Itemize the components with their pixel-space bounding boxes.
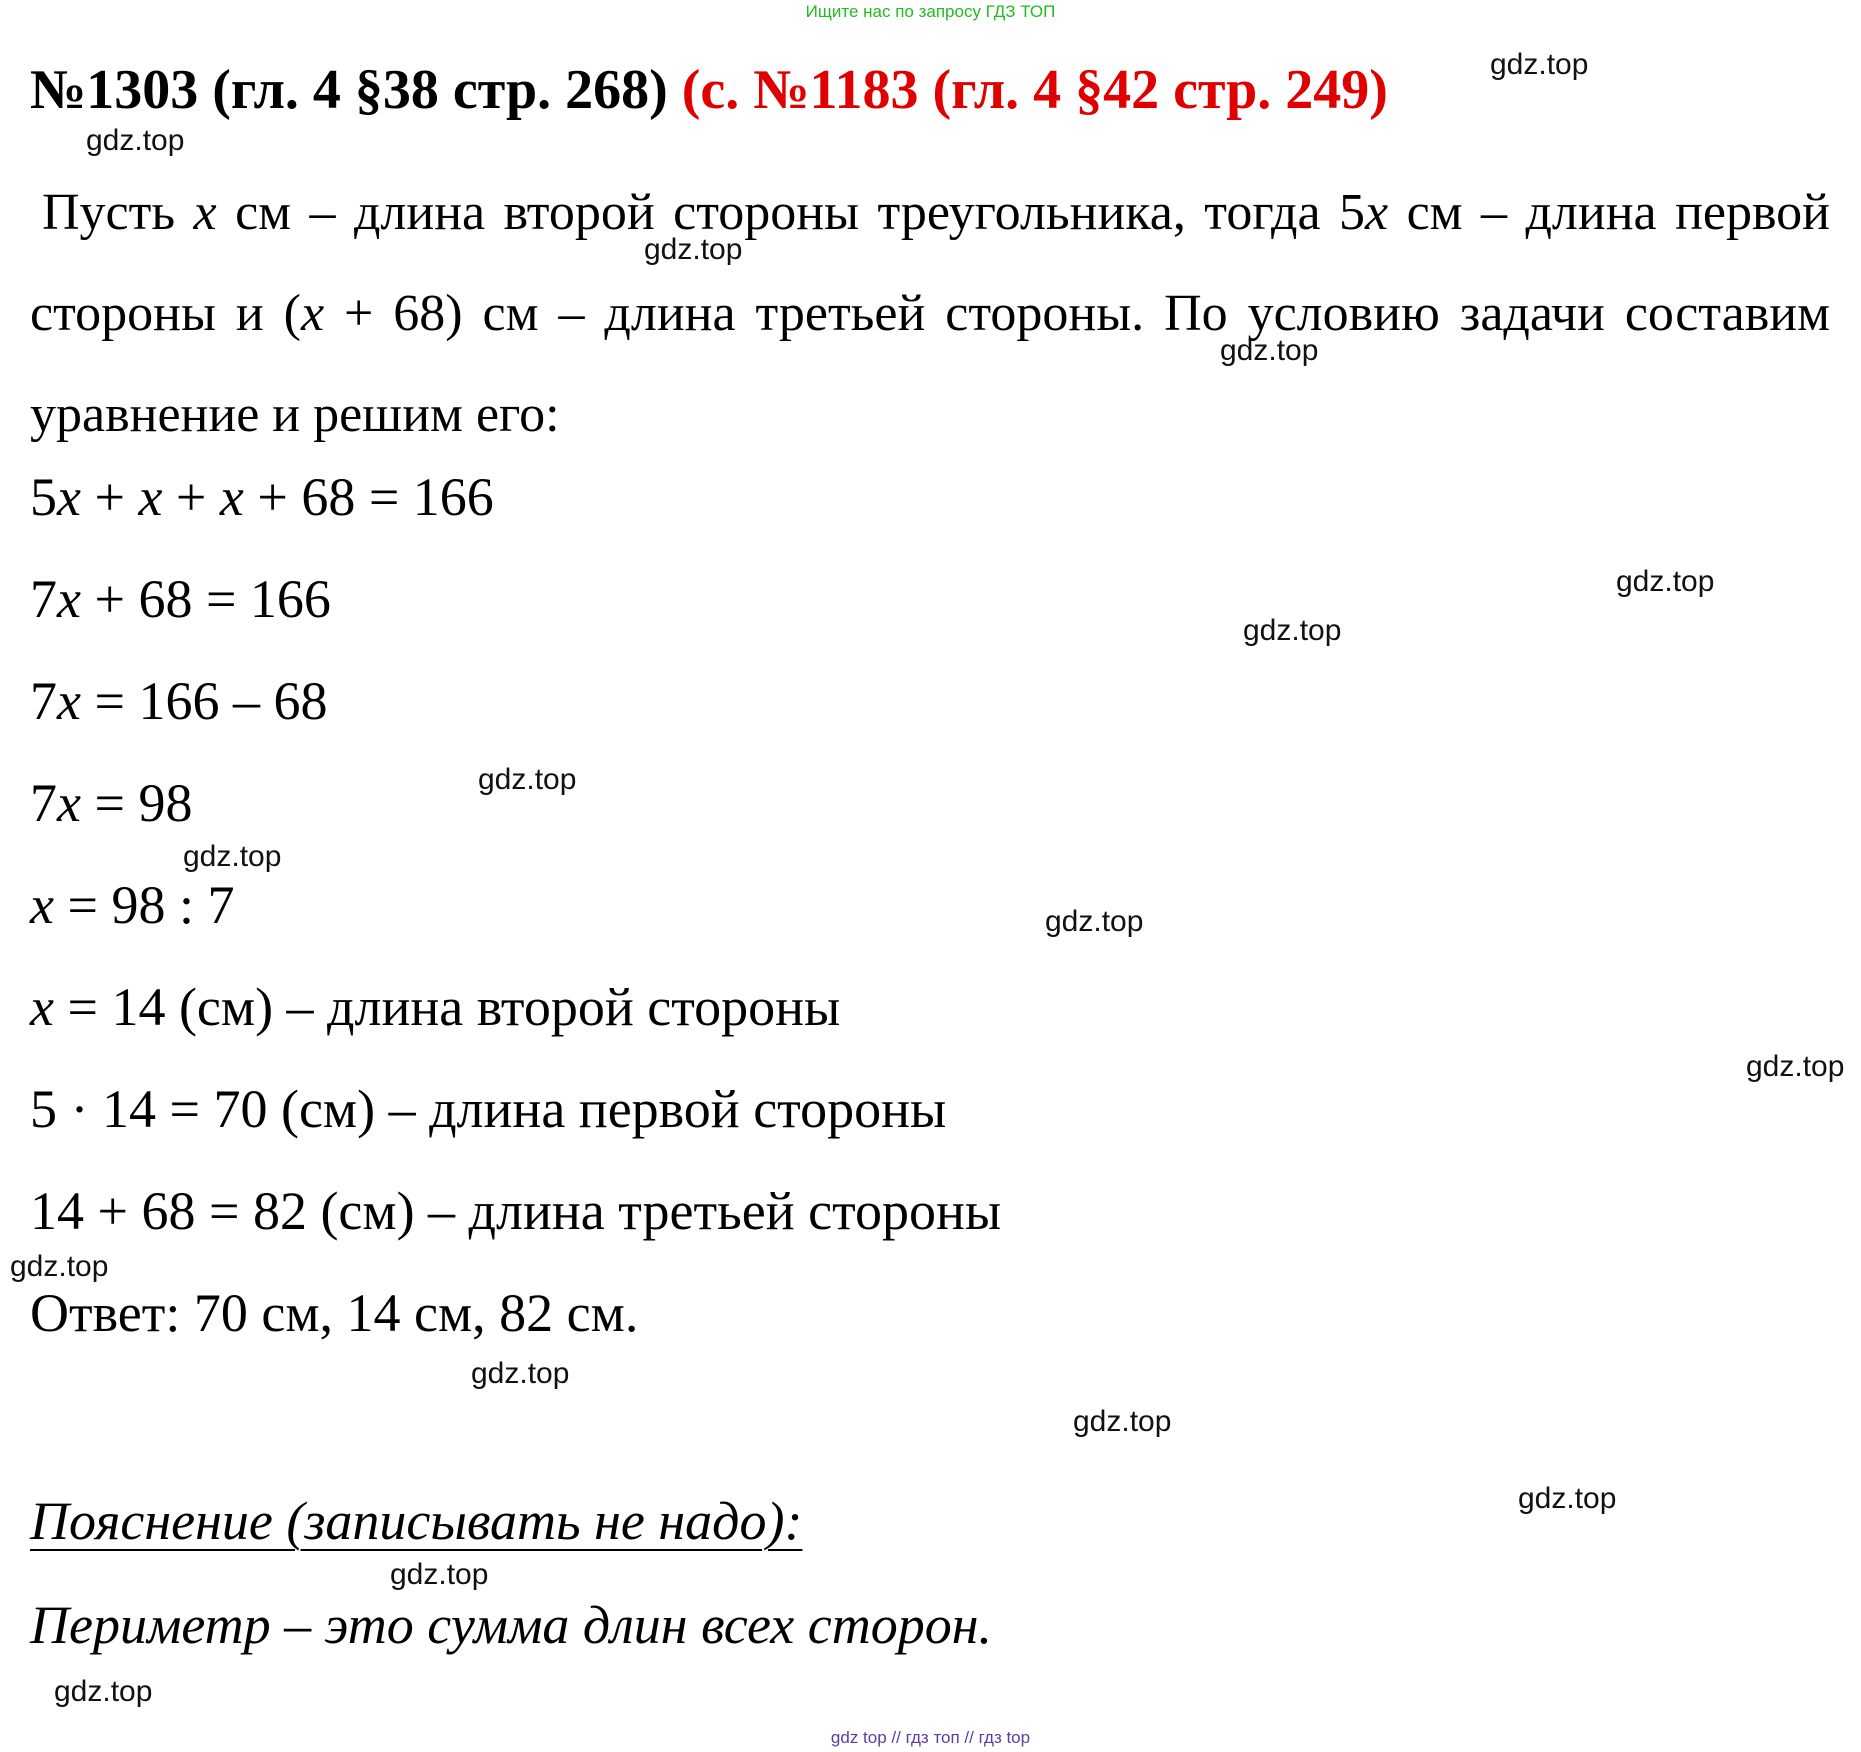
watermark: gdz.top	[390, 1558, 489, 1591]
equation-line: 5x + x + x + 68 = 166	[30, 467, 494, 527]
watermark: gdz.top	[1243, 614, 1342, 647]
equation-line: 7x = 166 – 68	[30, 671, 328, 731]
equation-line: 7x = 98	[30, 773, 193, 833]
problem-number: №1303 (гл. 4 §38 стр. 268)	[30, 59, 668, 121]
explanation-title: Пояснение (записывать не надо):	[30, 1491, 803, 1551]
watermark: gdz.top	[183, 840, 282, 873]
intro-paragraph	[30, 162, 1830, 465]
equation-line: 14 + 68 = 82 (см) – длина третьей стороны	[30, 1181, 1002, 1241]
watermark: gdz.top	[1490, 48, 1589, 81]
watermark: gdz.top	[1616, 565, 1715, 598]
watermark: gdz.top	[478, 763, 577, 796]
variable-x: x	[193, 184, 217, 241]
equation-line: 5 · 14 = 70 (см) – длина первой стороны	[30, 1079, 947, 1139]
watermark: gdz.top	[1518, 1482, 1617, 1515]
intro-part: Пусть	[42, 184, 194, 241]
watermark: gdz.top	[1045, 905, 1144, 938]
footer-note: gdz top // гдз топ // гдз top	[830, 1728, 1031, 1747]
watermark: gdz.top	[1220, 334, 1319, 367]
watermark: gdz.top	[54, 1675, 153, 1708]
intro-part: + 68) см – длина третьей стороны. По условию задачи составим уравнение и решим его:	[30, 285, 1830, 443]
equation-line: x = 98 : 7	[30, 875, 235, 935]
watermark: gdz.top	[10, 1250, 109, 1283]
explanation-text: Периметр – это сумма длин всех сторон.	[30, 1595, 993, 1655]
watermark: gdz.top	[1073, 1405, 1172, 1438]
variable-x: x	[300, 285, 325, 342]
watermark: gdz.top	[1746, 1050, 1845, 1083]
alt-problem-number: (с. №1183 (гл. 4 §42 стр. 249)	[681, 59, 1388, 121]
intro-part: см – длина первой стороны и (	[30, 184, 1831, 342]
variable-x: x	[1365, 184, 1389, 241]
problem-heading	[30, 59, 1388, 121]
equation-line: 7x + 68 = 166	[30, 569, 331, 629]
watermark: gdz.top	[471, 1357, 570, 1390]
equation-line: x = 14 (см) – длина второй стороны	[30, 977, 841, 1037]
answer-line: Ответ: 70 см, 14 см, 82 см.	[30, 1283, 639, 1343]
top-note: Ищите нас по запросу ГДЗ ТОП	[805, 2, 1056, 21]
watermark: gdz.top	[86, 124, 185, 157]
watermark: gdz.top	[644, 233, 743, 266]
intro-part: см – длина второй стороны треугольника, тогда 5	[216, 184, 1366, 241]
